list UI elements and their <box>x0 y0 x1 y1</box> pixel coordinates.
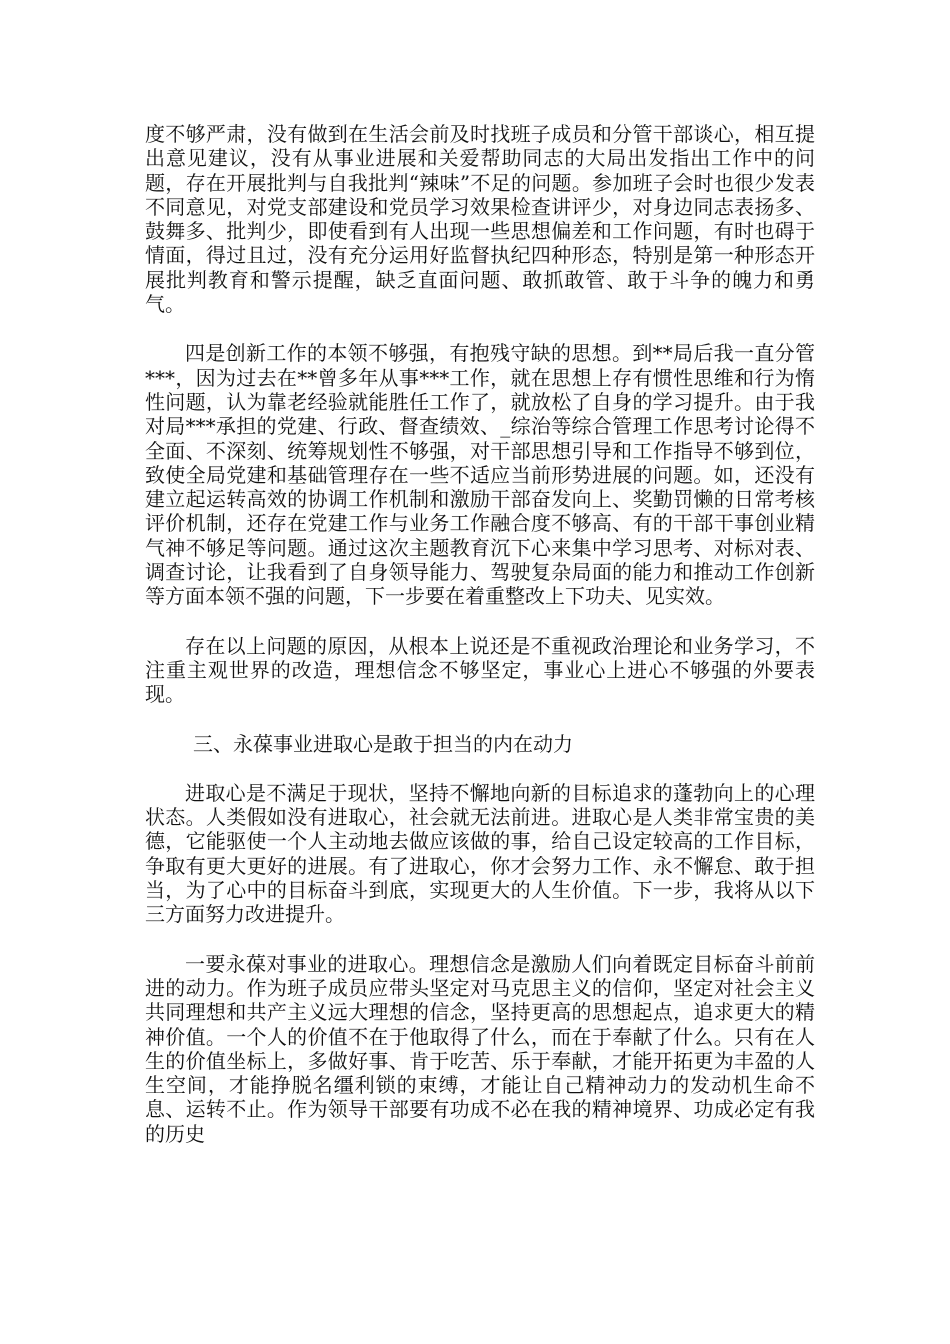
document-page <box>145 122 815 1171</box>
paragraph-continuation: 度不够严肃，没有做到在生活会前及时找班子成员和分管干部谈心，相互提出意见建议，没有从事业进展和关爱帮助同志的大局出发指出工作中的问题，存在开展批判与自我批判“辣味”不足的问题。参加班子会时也很少发表不同意见，对党支部建设和党员学习效果检查讲评少，对身边同志表扬多、鼓舞多、批判少，即使看到有人出现一些思想偏差和工作问题，有时也碍于情面，得过且过，没有充分运用好监督执纪四种形态，特别是第一种形态开展批判教育和警示提醒，缺乏直面问题、敢抓敢管、敢于斗争的魄力和勇气。 <box>145 122 815 317</box>
paragraph-point-one: 一要永葆对事业的进取心。理想信念是激励人们向着既定目标奋斗前前进的动力。作为班子成员应带头坚定对马克思主义的信仰，坚定对社会主义共同理想和共产主义远大理想的信念，坚持更高的思想起点，追求更大的精神价值。一个人的价值不在于他取得了什么，而在于奉献了什么。只有在人生的价值坐标上，多做好事、肯于吃苦、乐于奉献，才能开拓更为丰盈的人生空间，才能挣脱名缰利锁的束缚，才能让自己精神动力的发动机生命不息、运转不止。作为领导干部要有功成不必在我的精神境界、功成必定有我的历史 <box>145 951 815 1146</box>
paragraph-enterprising-spirit: 进取心是不满足于现状，坚持不懈地向新的目标追求的蓬勃向上的心理状态。人类假如没有进取心，社会就无法前进。进取心是人类非常宝贵的美德，它能驱使一个人主动地去做应该做的事，给自己设定较高的工作目标，争取有更大更好的进展。有了进取心，你才会努力工作、永不懈怠、敢于担当，为了心中的目标奋斗到底，实现更大的人生价值。下一步，我将从以下三方面努力改进提升。 <box>145 780 815 927</box>
section-heading: 三、永葆事业进取心是敢于担当的内在动力 <box>193 731 573 756</box>
paragraph-root-cause: 存在以上问题的原因，从根本上说还是不重视政治理论和业务学习，不注重主观世界的改造，理想信念不够坚定，事业心上进心不够强的外要表现。 <box>145 633 815 707</box>
paragraph-innovation-ability: 四是创新工作的本领不够强，有抱残守缺的思想。到**局后我一直分管***，因为过去在**曾多年从事***工作，就在思想上存有惯性思维和行为惰性问题，认为靠老经验就能胜任工作了，就放松了自身的学习提升。由于我对局***承担的党建、行政、督查绩效、_综治等综合管理工作思考讨论得不全面、不深刻、统筹规划性不够强，对干部思想引导和工作指导不够到位，致使全局党建和基础管理存在一些不适应当前形势进展的问题。如，还没有建立起运转高效的协调工作机制和激励干部奋发向上、奖勤罚懒的日常考核评价机制，还存在党建工作与业务工作融合度不够高、有的干部干事创业精气神不够足等问题。通过这次主题教育沉下心来集中学习思考、对标对表、调查讨论，让我看到了自身领导能力、驾驶复杂局面的能力和推动工作创新等方面本领不强的问题，下一步要在着重整改上下功夫、见实效。 <box>145 341 815 609</box>
